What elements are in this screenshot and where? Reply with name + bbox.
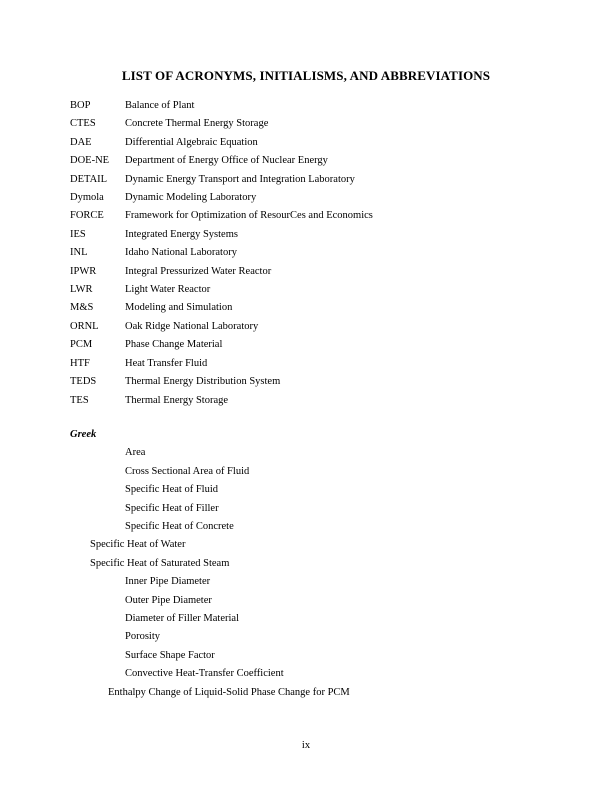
acronym-definition: Concrete Thermal Energy Storage (125, 118, 269, 130)
acronym-definition: Differential Algebraic Equation (125, 136, 258, 148)
acronym-row (70, 336, 542, 354)
acronym-abbreviation: TEDS (70, 376, 97, 388)
acronym-definition: Modeling and Simulation (125, 302, 233, 314)
acronym-row (70, 134, 542, 152)
greek-symbol-definition: Surface Shape Factor (125, 649, 215, 661)
acronym-definition: Integrated Energy Systems (125, 228, 238, 240)
acronym-definition: Idaho National Laboratory (125, 247, 237, 259)
acronym-definition: Balance of Plant (125, 100, 195, 111)
acronym-abbreviation: HTF (70, 357, 90, 369)
acronym-abbreviation: DOE-NE (70, 155, 110, 167)
greek-symbol-definition: Specific Heat of Filler (125, 502, 219, 514)
page-content (70, 68, 542, 702)
greek-symbol-definition: Convective Heat-Transfer Coefficient (125, 668, 284, 680)
acronym-row (70, 97, 542, 115)
greek-symbol-definition: Inner Pipe Diameter (125, 576, 211, 588)
acronym-abbreviation: ORNL (70, 320, 99, 332)
acronym-row (70, 152, 542, 170)
acronym-row (70, 115, 542, 133)
acronym-definition: Framework for Optimization of ResourCes and Economics (125, 210, 373, 222)
acronym-abbreviation: Dymola (70, 192, 104, 204)
acronym-row (70, 263, 542, 281)
greek-section-heading: Greek (70, 428, 97, 440)
acronym-definition: Heat Transfer Fluid (125, 357, 208, 369)
greek-symbol-definition: Diameter of Filler Material (125, 612, 239, 624)
acronym-definition: Oak Ridge National Laboratory (125, 320, 259, 332)
greek-symbol-definition: Outer Pipe Diameter (125, 594, 212, 606)
acronym-row (70, 299, 542, 317)
greek-symbol-definition: Specific Heat of Water (90, 539, 186, 551)
acronym-definition: Light Water Reactor (125, 284, 211, 296)
acronym-abbreviation: BOP (70, 100, 91, 111)
acronym-list (70, 97, 542, 410)
greek-symbol-definition: Specific Heat of Saturated Steam (90, 557, 230, 569)
greek-symbol-definition: Porosity (125, 631, 161, 643)
acronym-definition: Dynamic Modeling Laboratory (125, 192, 257, 204)
acronym-abbreviation: INL (70, 247, 88, 259)
acronym-row (70, 281, 542, 299)
acronym-definition: Integral Pressurized Water Reactor (125, 265, 272, 277)
acronym-row (70, 189, 542, 207)
acronym-abbreviation: TES (70, 394, 89, 406)
page-number: ix (301, 740, 311, 751)
acronym-abbreviation: IPWR (70, 265, 97, 277)
greek-symbol-definition: Specific Heat of Fluid (125, 484, 219, 496)
acronym-definition: Phase Change Material (125, 339, 223, 351)
acronym-row (70, 207, 542, 225)
greek-symbol-list (70, 444, 542, 702)
acronym-row (70, 244, 542, 262)
page-title: LIST OF ACRONYMS, INITIALISMS, AND ABBREVIATIONS (121, 68, 491, 83)
acronym-row (70, 226, 542, 244)
greek-symbol-definition: Specific Heat of Concrete (125, 520, 234, 532)
acronym-row (70, 373, 542, 391)
greek-symbol-definition: Cross Sectional Area of Fluid (125, 465, 250, 477)
acronym-abbreviation: DAE (70, 136, 92, 148)
greek-symbol-definition: Area (125, 447, 146, 459)
acronym-row (70, 318, 542, 336)
acronym-definition: Department of Energy Office of Nuclear Energy (125, 155, 328, 167)
acronym-abbreviation: M&S (70, 302, 94, 314)
acronym-row (70, 355, 542, 373)
acronym-abbreviation: CTES (70, 118, 96, 130)
acronym-abbreviation: DETAIL (70, 173, 108, 185)
acronym-definition: Thermal Energy Distribution System (125, 376, 281, 388)
acronym-row (70, 171, 542, 189)
acronym-abbreviation: IES (70, 228, 86, 240)
acronym-abbreviation: LWR (70, 284, 93, 296)
acronym-abbreviation: PCM (70, 339, 93, 351)
acronym-abbreviation: FORCE (70, 210, 104, 222)
acronym-row (70, 392, 542, 410)
acronym-definition: Dynamic Energy Transport and Integration Laboratory (125, 173, 355, 185)
acronym-definition: Thermal Energy Storage (125, 394, 229, 406)
greek-symbol-definition: Enthalpy Change of Liquid-Solid Phase Change for PCM (108, 686, 350, 698)
